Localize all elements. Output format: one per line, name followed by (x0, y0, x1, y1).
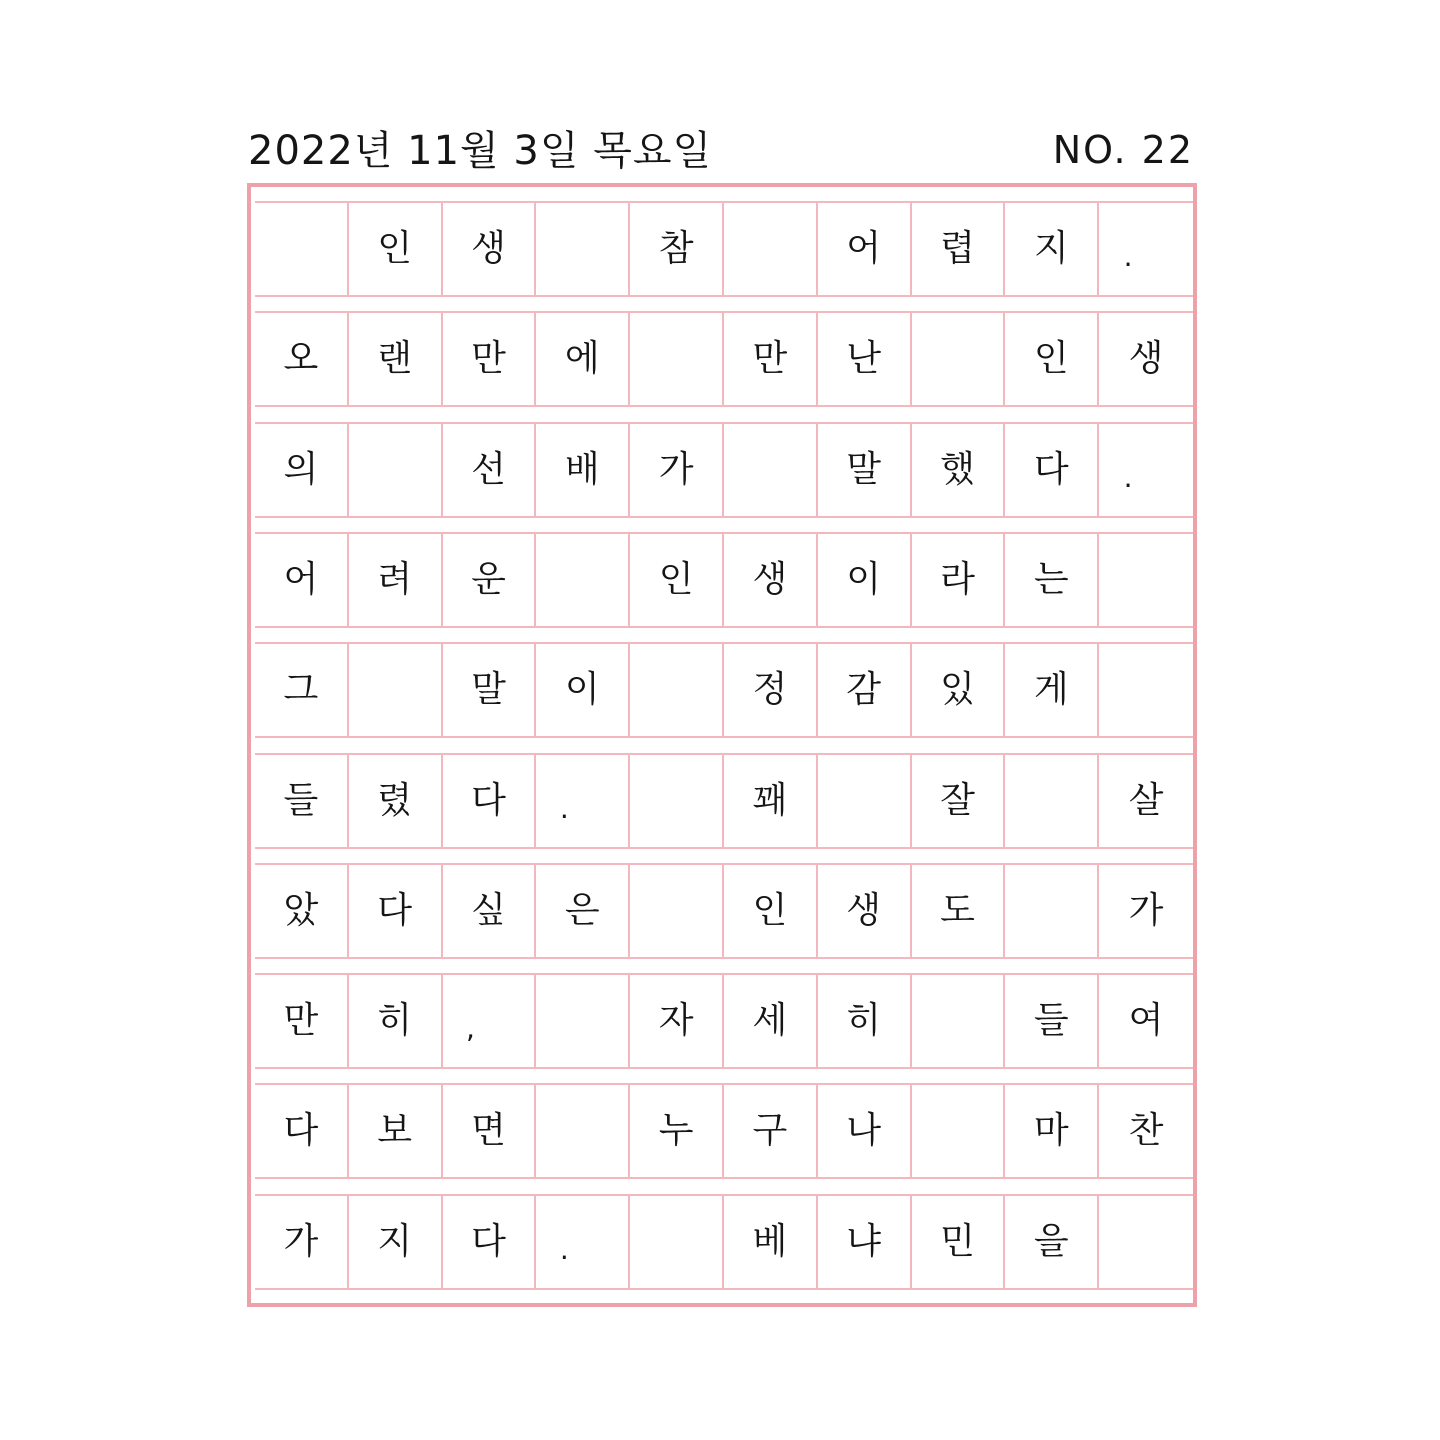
cell-character: 게 (1033, 669, 1069, 711)
grid-cell (1099, 534, 1193, 626)
grid-cell (912, 203, 1006, 295)
grid-cell (1099, 313, 1193, 405)
grid-row (255, 863, 1193, 959)
grid-cell (536, 203, 630, 295)
grid-cell (1099, 644, 1193, 736)
grid-cell (724, 534, 818, 626)
grid-cell (349, 313, 443, 405)
cell-character: 지 (377, 1220, 413, 1262)
grid-cell (349, 203, 443, 295)
cell-character: 생 (846, 889, 882, 931)
grid-cell (724, 644, 818, 736)
cell-character: 다 (471, 1220, 506, 1262)
cell-character: 는 (1033, 558, 1069, 600)
grid-cell (1099, 975, 1193, 1067)
grid-cell (536, 865, 630, 957)
grid-cell (1099, 1196, 1193, 1288)
cell-character: 들 (283, 779, 319, 821)
grid-cell (818, 313, 912, 405)
grid-cell (1005, 975, 1099, 1067)
cell-character: 랜 (377, 338, 413, 380)
grid-cell (255, 644, 349, 736)
grid-cell (349, 534, 443, 626)
cell-character: . (1123, 240, 1133, 273)
grid-cell (349, 424, 443, 516)
grid-cell (443, 534, 537, 626)
grid-cell (349, 644, 443, 736)
grid-cell (818, 1085, 912, 1177)
grid-cell (912, 1196, 1006, 1288)
grid-cell (349, 1085, 443, 1177)
grid-cell (349, 865, 443, 957)
grid-cell (536, 534, 630, 626)
cell-character: 인 (1033, 338, 1069, 380)
grid-cell (443, 975, 537, 1067)
cell-character: 찬 (1128, 1110, 1164, 1152)
grid-cell (630, 313, 724, 405)
grid-cell (724, 424, 818, 516)
grid-cell (255, 1196, 349, 1288)
cell-character: 이 (564, 669, 600, 711)
grid-cell (630, 644, 724, 736)
grid-cell (443, 865, 537, 957)
cell-character: , (466, 1012, 475, 1046)
cell-character: . (1123, 460, 1133, 494)
cell-character: 마 (1033, 1110, 1069, 1152)
cell-character: 베 (752, 1220, 788, 1262)
grid-row (255, 1194, 1193, 1290)
grid-cell (1005, 203, 1099, 295)
grid-cell (255, 313, 349, 405)
cell-character: 보 (377, 1110, 413, 1152)
grid-cell (912, 313, 1006, 405)
cell-character: 있 (940, 669, 975, 711)
grid-cell (1005, 313, 1099, 405)
grid-cell (912, 755, 1006, 847)
grid-cell (1005, 1196, 1099, 1288)
grid-row (255, 753, 1193, 849)
cell-character: 렸 (377, 779, 413, 821)
grid-cell (349, 755, 443, 847)
cell-character: 살 (1128, 779, 1164, 821)
cell-character: 이 (846, 558, 882, 600)
grid-cell (630, 1085, 724, 1177)
cell-character: 나 (846, 1110, 882, 1152)
grid-cell (724, 975, 818, 1067)
cell-character: 다 (283, 1110, 319, 1152)
grid-cell (443, 755, 537, 847)
grid-cell (818, 424, 912, 516)
grid-cell (536, 1196, 630, 1288)
cell-character: 인 (658, 558, 694, 600)
cell-character: 가 (1128, 889, 1164, 931)
cell-character: 난 (846, 338, 882, 380)
grid-cell (818, 755, 912, 847)
grid-cell (536, 644, 630, 736)
grid-cell (255, 755, 349, 847)
cell-character: 누 (658, 1110, 694, 1152)
grid-row (255, 1083, 1193, 1179)
cell-character: 았 (283, 889, 319, 931)
cell-character: 지 (1033, 228, 1069, 269)
grid-cell (443, 424, 537, 516)
grid-cell (1099, 203, 1193, 295)
cell-character: 히 (846, 1000, 882, 1042)
cell-character: 그 (283, 669, 319, 711)
cell-character: 가 (658, 448, 694, 490)
grid-cell (912, 1085, 1006, 1177)
grid-cell (349, 975, 443, 1067)
cell-character: 다 (471, 779, 506, 821)
grid-row (255, 422, 1193, 518)
cell-character: 운 (471, 558, 506, 600)
date-label: 2022년 11월 3일 목요일 (248, 128, 713, 174)
grid-cell (630, 865, 724, 957)
cell-character: 만 (752, 338, 788, 380)
grid-cell (536, 424, 630, 516)
grid-row (255, 642, 1193, 738)
page-number: NO. 22 (1052, 128, 1194, 172)
grid-cell (818, 865, 912, 957)
grid-cell (536, 313, 630, 405)
manuscript-grid (255, 187, 1193, 1303)
cell-character: 감 (846, 669, 882, 711)
grid-cell (818, 203, 912, 295)
cell-character: 했 (940, 448, 975, 490)
cell-character: 구 (752, 1110, 788, 1152)
cell-character: 가 (283, 1220, 319, 1262)
grid-row (255, 201, 1193, 297)
grid-cell (443, 1085, 537, 1177)
grid-cell (536, 1085, 630, 1177)
cell-character: 정 (752, 669, 788, 711)
grid-cell (912, 975, 1006, 1067)
grid-row (255, 311, 1193, 407)
grid-cell (1099, 1085, 1193, 1177)
cell-character: 어 (846, 228, 882, 269)
grid-cell (255, 424, 349, 516)
grid-cell (818, 1196, 912, 1288)
grid-cell (1005, 534, 1099, 626)
cell-character: 참 (658, 228, 694, 269)
grid-cell (630, 1196, 724, 1288)
cell-character: 민 (940, 1220, 975, 1262)
cell-character: 말 (846, 448, 882, 490)
grid-cell (255, 1085, 349, 1177)
grid-cell (1005, 424, 1099, 516)
cell-character: 여 (1128, 1000, 1164, 1042)
cell-character: 꽤 (752, 779, 788, 821)
cell-character: 의 (283, 448, 319, 490)
cell-character: 만 (471, 338, 506, 380)
cell-character: 세 (752, 1000, 788, 1042)
cell-character: 말 (471, 669, 506, 711)
cell-character: 싶 (471, 889, 506, 931)
cell-character: 만 (283, 1000, 319, 1042)
cell-character: 렵 (940, 228, 975, 269)
grid-cell (255, 534, 349, 626)
cell-character: 생 (471, 228, 506, 269)
grid-cell (1005, 865, 1099, 957)
grid-cell (724, 203, 818, 295)
cell-character: 다 (1033, 448, 1069, 490)
grid-cell (536, 975, 630, 1067)
cell-character: 선 (471, 448, 506, 490)
grid-cell (1005, 1085, 1099, 1177)
grid-cell (443, 1196, 537, 1288)
cell-character: 인 (377, 228, 413, 269)
grid-cell (349, 1196, 443, 1288)
cell-character: 라 (940, 558, 975, 600)
cell-character: 오 (283, 338, 319, 380)
cell-character: 생 (752, 558, 788, 600)
cell-character: 은 (564, 889, 600, 931)
grid-cell (1005, 755, 1099, 847)
grid-cell (818, 534, 912, 626)
cell-character: 려 (377, 558, 413, 600)
grid-row (255, 973, 1193, 1069)
grid-cell (912, 865, 1006, 957)
cell-character: 에 (564, 338, 600, 380)
grid-cell (443, 313, 537, 405)
grid-cell (443, 644, 537, 736)
grid-cell (536, 755, 630, 847)
grid-cell (818, 644, 912, 736)
grid-cell (630, 203, 724, 295)
cell-character: 히 (377, 1000, 413, 1042)
grid-cell (724, 313, 818, 405)
grid-cell (630, 755, 724, 847)
cell-character: 인 (752, 889, 788, 931)
cell-character: 생 (1128, 338, 1164, 380)
grid-cell (1005, 644, 1099, 736)
grid-cell (724, 1196, 818, 1288)
cell-character: 도 (940, 889, 975, 931)
grid-row (255, 532, 1193, 628)
grid-cell (724, 755, 818, 847)
cell-character: 다 (377, 889, 413, 931)
grid-cell (443, 203, 537, 295)
grid-cell (912, 644, 1006, 736)
cell-character: 자 (658, 1000, 694, 1042)
grid-cell (630, 534, 724, 626)
grid-cell (630, 424, 724, 516)
grid-cell (630, 975, 724, 1067)
grid-cell (1099, 865, 1193, 957)
grid-cell (912, 534, 1006, 626)
page-header (248, 124, 1194, 180)
cell-character: 을 (1033, 1220, 1069, 1262)
manuscript-sheet (247, 183, 1197, 1307)
grid-cell (912, 424, 1006, 516)
cell-character: 배 (564, 448, 600, 490)
cell-character: . (559, 791, 569, 825)
cell-character: 들 (1033, 1000, 1069, 1042)
grid-cell (724, 1085, 818, 1177)
cell-character: 냐 (846, 1220, 882, 1262)
grid-cell (818, 975, 912, 1067)
grid-cell (1099, 424, 1193, 516)
grid-cell (255, 203, 349, 295)
grid-cell (1099, 755, 1193, 847)
cell-character: . (559, 1232, 569, 1266)
cell-character: 어 (283, 558, 319, 600)
cell-character: 잘 (940, 779, 975, 821)
cell-character: 면 (471, 1110, 506, 1152)
grid-cell (255, 975, 349, 1067)
grid-cell (724, 865, 818, 957)
grid-cell (255, 865, 349, 957)
